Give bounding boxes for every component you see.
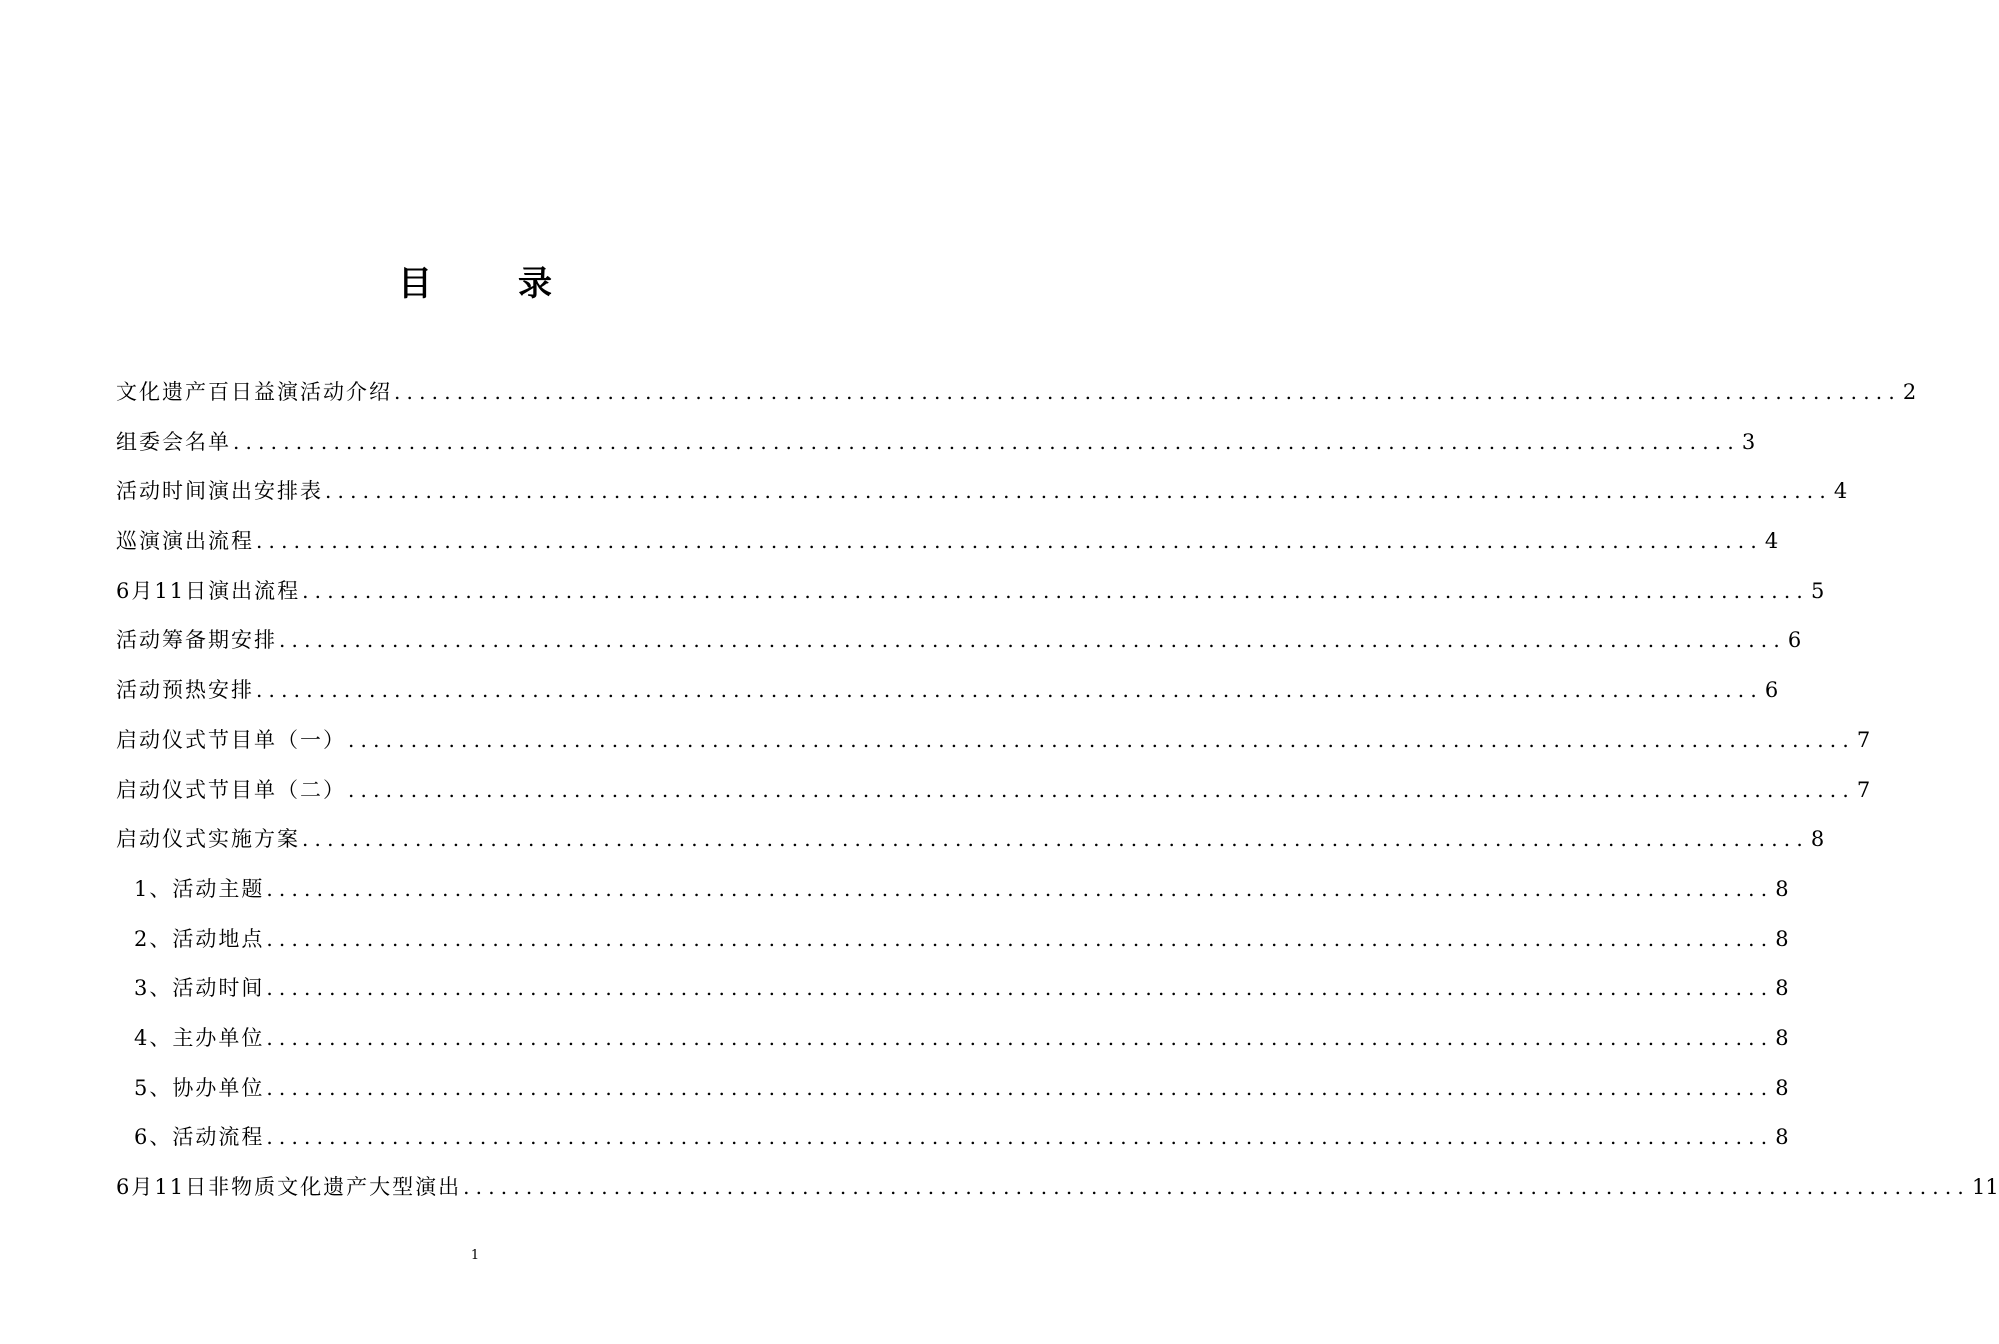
page-number: 1 [470, 1248, 480, 1263]
toc-leader-dots: ........................................................................................................................ [302, 827, 1809, 852]
toc-leader-dots: ........................................................................................................................ [348, 727, 1855, 752]
toc-entry[interactable] [116, 517, 1779, 567]
toc-leader-dots: ........................................................................................................................ [266, 876, 1774, 901]
toc-entry-label: 启动仪式节目单（一） [116, 716, 346, 766]
toc-entry[interactable] [116, 964, 1789, 1014]
toc-entry-page: 11 [1971, 1175, 1999, 1199]
toc-leader-dots: ........................................................................................................................ [394, 380, 1901, 404]
toc-leader-dots: ........................................................................................................................ [348, 777, 1855, 802]
toc-entry[interactable] [116, 716, 1871, 766]
toc-leader-dots: ........................................................................................................................ [233, 429, 1740, 454]
toc-entry-page: 8 [1810, 827, 1825, 852]
toc-entry-label: 组委会名单 [116, 418, 231, 468]
toc-entry[interactable] [116, 1064, 1789, 1114]
toc-entry[interactable] [116, 666, 1779, 716]
toc-leader-dots: ........................................................................................................................ [279, 628, 1786, 653]
toc-entry-page: 8 [1775, 926, 1789, 951]
toc-entry[interactable] [116, 567, 1825, 617]
toc-leader-dots: ........................................................................................................................ [325, 479, 1832, 504]
toc-entry-page: 8 [1775, 976, 1789, 1001]
toc-entry-page: 4 [1833, 479, 1848, 504]
toc-leader-dots: ........................................................................................................................ [256, 678, 1763, 703]
toc-entry[interactable] [116, 467, 1848, 517]
toc-entry-label: 6月11日非物质文化遗产大型演出 [116, 1163, 461, 1213]
toc-entry[interactable] [116, 368, 1917, 418]
toc-entry-label: 2、活动地点 [134, 915, 264, 965]
toc-entry-label: 文化遗产百日益演活动介绍 [116, 368, 392, 418]
toc-leader-dots: ........................................................................................................................ [463, 1175, 1970, 1199]
toc-entry-label: 启动仪式实施方案 [116, 815, 300, 865]
toc-leader-dots: ........................................................................................................................ [302, 578, 1809, 603]
toc-entry-page: 7 [1856, 777, 1871, 802]
toc-entry-page: 7 [1856, 727, 1871, 752]
toc-leader-dots: ........................................................................................................................ [266, 926, 1774, 951]
title-char-2: 录 [518, 264, 552, 304]
toc-entry[interactable] [116, 418, 1756, 468]
toc-entry[interactable] [116, 1113, 1789, 1163]
toc-leader-dots: ........................................................................................................................ [256, 529, 1763, 554]
toc-entry-label: 启动仪式节目单（二） [116, 766, 346, 816]
toc-entry[interactable] [116, 865, 1789, 915]
title-char-1: 目 [398, 264, 432, 304]
toc-entry-page: 6 [1787, 628, 1802, 653]
toc-entry-label: 5、协办单位 [134, 1064, 264, 1114]
page-title [0, 256, 950, 305]
toc-entry-label: 活动预热安排 [116, 666, 254, 716]
toc-entry-page: 3 [1741, 429, 1756, 454]
toc-entry-page: 2 [1902, 380, 1917, 404]
toc-entry[interactable] [116, 1014, 1789, 1064]
toc-entry-label: 6、活动流程 [134, 1113, 264, 1163]
toc-entry-page: 4 [1764, 529, 1779, 554]
toc-entry-label: 4、主办单位 [134, 1014, 264, 1064]
toc-entry-page: 8 [1775, 1075, 1789, 1100]
toc-entry[interactable] [116, 1163, 1999, 1213]
toc-entry[interactable] [116, 915, 1789, 965]
toc-leader-dots: ........................................................................................................................ [266, 1025, 1774, 1050]
toc-entry-page: 5 [1810, 578, 1825, 603]
toc-entry-label: 活动时间演出安排表 [116, 467, 323, 517]
toc-leader-dots: ........................................................................................................................ [266, 1075, 1774, 1100]
toc-leader-dots: ........................................................................................................................ [266, 1125, 1774, 1150]
toc-leader-dots: ........................................................................................................................ [266, 976, 1774, 1001]
toc-entry-label: 3、活动时间 [134, 964, 264, 1014]
toc-entry-label: 6月11日演出流程 [116, 567, 300, 617]
toc-entry[interactable] [116, 616, 1802, 666]
toc-entry[interactable] [116, 815, 1825, 865]
toc-entry[interactable] [116, 766, 1871, 816]
table-of-contents [116, 368, 1999, 1213]
toc-entry-page: 8 [1775, 876, 1789, 901]
toc-entry-page: 8 [1775, 1025, 1789, 1050]
toc-entry-label: 活动筹备期安排 [116, 616, 277, 666]
toc-entry-page: 8 [1775, 1125, 1789, 1150]
toc-entry-label: 巡演演出流程 [116, 517, 254, 567]
toc-entry-label: 1、活动主题 [134, 865, 264, 915]
toc-entry-page: 6 [1764, 678, 1779, 703]
